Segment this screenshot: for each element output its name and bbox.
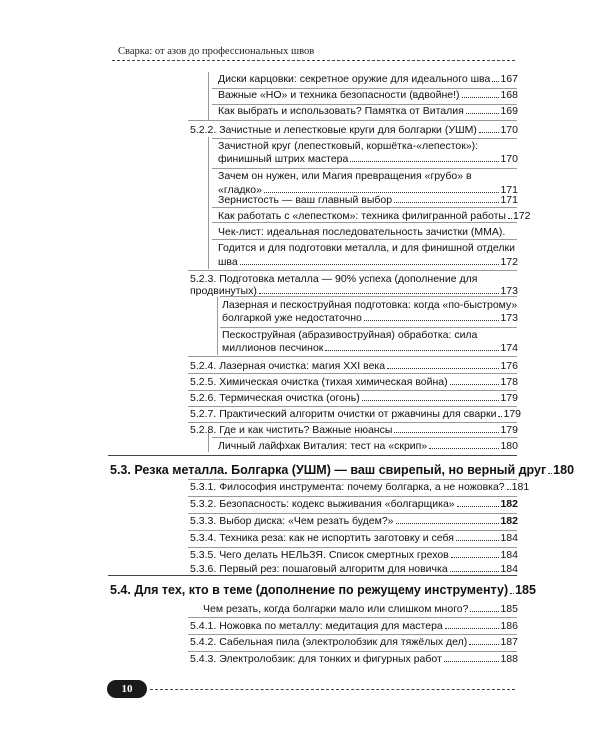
entry-page: 167 (500, 73, 518, 85)
dot-leader (429, 448, 499, 449)
toc-entry[interactable] (218, 88, 518, 103)
dot-leader (350, 161, 499, 162)
entry-title: Важные «НО» и техника безопасности (вдвойне!) (218, 89, 460, 101)
entry-title: финишный штрих мастера (218, 153, 349, 165)
toc-entry[interactable] (218, 439, 518, 454)
entry-title: 5.2.4. Лазерная очистка: магия XXI века (190, 360, 386, 372)
dot-leader (394, 432, 499, 433)
entry-title: 5.3.5. Чего делать НЕЛЬЗЯ. Список смертных грехов (190, 549, 449, 561)
entry-title: Пескоструйная (абразивоструйная) обработка: сила (222, 329, 478, 341)
toc-entry[interactable] (190, 423, 518, 438)
dot-leader (362, 400, 500, 401)
entry-title: 5.4.1. Ножовка по металлу: медитация для мастера (190, 620, 443, 632)
toc-entry[interactable] (218, 255, 518, 270)
toc-entry[interactable] (190, 652, 518, 667)
entry-title: болгаркой уже недостаточно (222, 312, 362, 324)
dot-leader (450, 571, 500, 572)
footer-rule (150, 689, 515, 690)
toc-entry[interactable] (222, 341, 518, 356)
entry-title: 5.3.2. Безопасность: кодекс выживания «болгарщика» (190, 498, 455, 510)
group-bar (208, 72, 209, 120)
entry-title: 5.3.1. Философия инструмента: почему болгарка, а не ножовка? (190, 481, 505, 493)
divider (188, 356, 517, 357)
toc-entry[interactable] (218, 104, 518, 119)
dot-leader (498, 416, 502, 417)
entry-page: 179 (500, 392, 518, 404)
entry-page: 188 (500, 653, 518, 665)
section-page: 180 (553, 463, 575, 477)
dot-leader (450, 384, 500, 385)
toc-entry[interactable] (190, 514, 518, 529)
dot-leader (451, 557, 500, 558)
header-rule (112, 60, 515, 61)
entry-title: 5.2.6. Термическая очистка (огонь) (190, 392, 360, 404)
entry-page: 181 (511, 481, 530, 493)
dot-leader (364, 320, 500, 321)
dot-leader (510, 593, 514, 594)
entry-title: 5.2.2. Зачистные и лепестковые круги для болгарки (УШМ) (190, 124, 477, 136)
toc-entry[interactable] (218, 72, 518, 87)
dot-leader (325, 350, 499, 351)
entry-title: 5.4.2. Сабельная пила (электролобзик для тяжёлых дел) (190, 636, 468, 648)
entry-page: 178 (500, 376, 518, 388)
dot-leader (469, 644, 499, 645)
toc-entry[interactable] (190, 407, 522, 422)
toc-entry-line[interactable] (218, 241, 518, 256)
entry-page: 180 (500, 440, 518, 452)
divider (188, 617, 517, 618)
dot-leader (445, 628, 500, 629)
entry-page: 184 (500, 532, 518, 544)
toc-entry[interactable] (190, 359, 518, 374)
toc-entry[interactable] (190, 635, 518, 650)
dot-leader (548, 473, 552, 474)
section-divider (108, 455, 517, 456)
entry-title: «гладко» (218, 184, 262, 196)
toc-entry[interactable] (218, 193, 518, 208)
divider (188, 270, 517, 271)
entry-title: 5.3.6. Первый рез: пошаговый алгоритм для новичка (190, 563, 448, 575)
entry-page: 172 (512, 210, 531, 222)
dot-leader (507, 489, 511, 490)
dot-leader (240, 264, 500, 265)
dot-leader (479, 132, 500, 133)
entry-page: 186 (500, 620, 518, 632)
entry-title: 5.4.3. Электролобзик: для тонких и фигурных работ (190, 653, 442, 665)
dot-leader (508, 218, 512, 219)
toc-entry[interactable] (222, 311, 518, 326)
entry-title: Годится и для подготовки металла, и для финишной отделки (218, 242, 515, 254)
toc-entry-line[interactable] (218, 169, 518, 184)
group-bar (217, 297, 218, 355)
dot-leader (457, 506, 500, 507)
entry-page: 172 (500, 256, 518, 268)
toc-entry[interactable] (190, 562, 518, 577)
entry-title: 5.2.8. Где и как чистить? Важные нюансы (190, 424, 393, 436)
toc-entry[interactable] (203, 602, 518, 617)
entry-title: 5.2.3. Подготовка металла — 90% успеха (дополнение для (190, 273, 478, 285)
entry-page: 184 (500, 563, 518, 575)
entry-page: 170 (500, 153, 518, 165)
dot-leader (396, 523, 500, 524)
dot-leader (466, 113, 500, 114)
entry-page: 182 (500, 515, 518, 527)
entry-page: 179 (503, 408, 522, 420)
toc-entry[interactable] (218, 152, 518, 167)
toc-entry[interactable] (190, 391, 518, 406)
entry-title: Чек-лист: идеальная последовательность зачистки (ММА). (218, 226, 506, 238)
entry-page: 174 (500, 342, 518, 354)
entry-page: 179 (500, 424, 518, 436)
entry-title: 5.2.7. Практический алгоритм очистки от ржавчины для сварки (190, 408, 497, 420)
entry-title: 5.3.4. Техника реза: как не испортить заготовку и себя (190, 532, 454, 544)
entry-title: Диски карцовки: секретное оружие для идеального шва (218, 73, 491, 85)
toc-entry[interactable] (190, 531, 518, 546)
entry-page: 182 (500, 498, 518, 510)
entry-page: 170 (500, 124, 518, 136)
toc-entry[interactable] (190, 548, 518, 563)
entry-title: Лазерная и пескоструйная подготовка: когда «по-быстрому» (222, 299, 518, 311)
dot-leader (462, 97, 500, 98)
entry-title: Личный лайфхак Виталия: тест на «скрип» (218, 440, 428, 452)
toc-entry[interactable] (190, 284, 518, 299)
section-title: 5.4. Для тех, кто в теме (дополнение по режущему инструменту) (110, 583, 509, 597)
entry-page: 168 (500, 89, 518, 101)
entry-page: 184 (500, 549, 518, 561)
dot-leader (444, 661, 500, 662)
entry-page: 169 (500, 105, 518, 117)
toc-entry[interactable] (190, 480, 530, 495)
section-page: 185 (515, 583, 536, 597)
entry-page: 187 (500, 636, 518, 648)
entry-title: миллионов песчинок (222, 342, 324, 354)
section-title: 5.3. Резка металла. Болгарка (УШМ) — ваш свирепый, но верный друг (110, 463, 547, 477)
dot-leader (470, 611, 499, 612)
dot-leader (394, 202, 499, 203)
entry-title: продвинутых) (190, 285, 257, 297)
entry-title: Как выбрать и использовать? Памятка от Виталия (218, 105, 464, 117)
entry-page: 173 (500, 285, 518, 297)
entry-page: 176 (500, 360, 518, 372)
dot-leader (387, 368, 499, 369)
toc-entry[interactable] (190, 123, 518, 138)
section-entry[interactable] (110, 581, 536, 599)
entry-title: шва (218, 256, 238, 268)
entry-page: 173 (500, 312, 518, 324)
section-entry[interactable] (110, 461, 575, 479)
entry-title: Чем резать, когда болгарки мало или слишком много? (203, 603, 469, 615)
entry-page: 171 (500, 194, 518, 206)
page-number-badge: 10 (107, 680, 147, 698)
toc-entry[interactable] (218, 209, 531, 224)
entry-page: 185 (500, 603, 518, 615)
entry-title: 5.3.3. Выбор диска: «Чем резать будем?» (190, 515, 394, 527)
divider (188, 120, 517, 121)
entry-title: Зернистость — ваш главный выбор (218, 194, 393, 206)
entry-title: 5.2.5. Химическая очистка (тихая химическая война) (190, 376, 448, 388)
toc-entry[interactable] (190, 619, 518, 634)
dot-leader (492, 81, 499, 82)
toc-entry-line[interactable] (218, 225, 518, 240)
toc-entry[interactable] (190, 497, 518, 512)
entry-title: Как работать с «лепестком»: техника филигранной работы (218, 210, 506, 222)
entry-page: 171 (500, 184, 518, 196)
dot-leader (259, 293, 500, 294)
running-title: Сварка: от азов до профессиональных швов (118, 46, 315, 57)
entry-title: Зачем он нужен, или Магия превращения «грубо» в (218, 170, 472, 182)
dot-leader (456, 540, 499, 541)
group-bar (208, 137, 209, 269)
entry-title: Зачистной круг (лепестковый, коршётка-«лепесток»): (218, 140, 479, 152)
toc-entry[interactable] (190, 375, 518, 390)
